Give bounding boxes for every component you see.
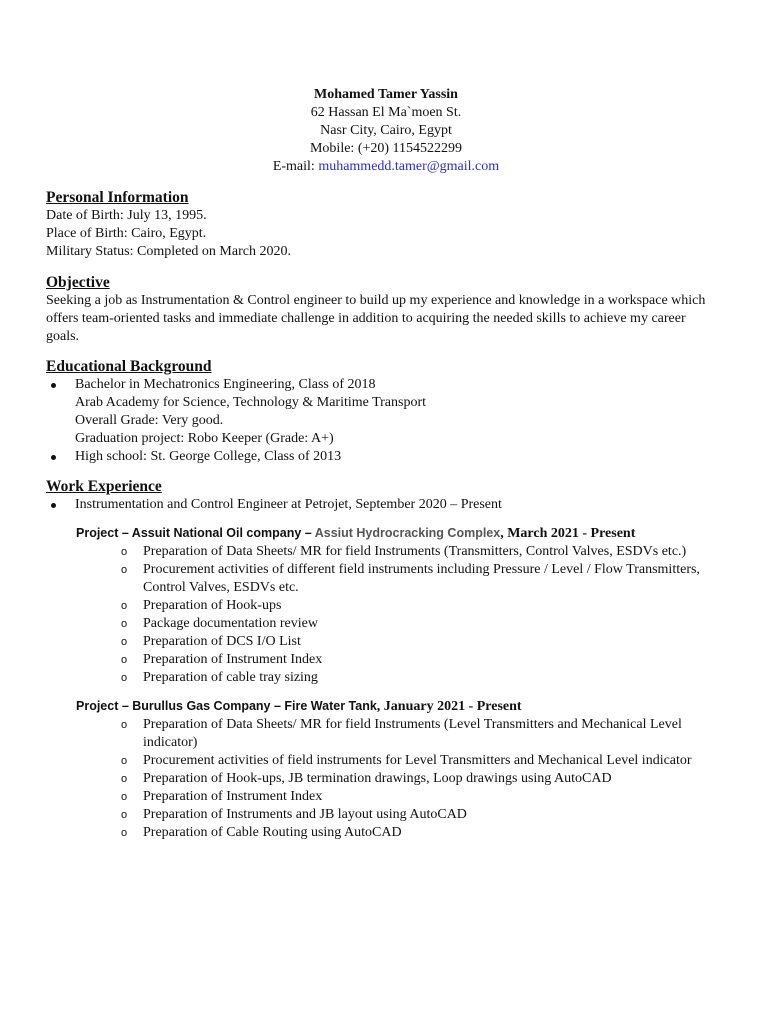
task-item	[46, 824, 726, 842]
university-line: Arab Academy for Science, Technology & Maritime Transport	[75, 395, 427, 410]
circle-bullet-icon: o	[121, 827, 128, 839]
bullet-icon	[51, 455, 56, 460]
project-1-suffix: , March 2021 - Present	[500, 526, 636, 541]
circle-bullet-icon: o	[121, 773, 128, 785]
project-1-heading	[76, 524, 726, 543]
graduation-project-line: Graduation project: Robo Keeper (Grade: A+)	[75, 431, 334, 446]
circle-bullet-icon: o	[121, 600, 128, 612]
task-text: Procurement activities of field instruments for Level Transmitters and Mechanical Level indicator	[143, 753, 692, 768]
task-text: Preparation of Data Sheets/ MR for field Instruments (Level Transmitters and Mechanical Level indicator)	[143, 717, 682, 750]
address-line-2: Nasr City, Cairo, Egypt	[320, 123, 452, 138]
task-text: Preparation of Cable Routing using AutoCAD	[143, 825, 402, 840]
address-line-1: 62 Hassan El Ma`moen St.	[310, 105, 462, 120]
circle-bullet-icon: o	[121, 654, 128, 666]
circle-bullet-icon: o	[121, 618, 128, 630]
email-line	[46, 158, 726, 176]
task-text: Preparation of Instruments and JB layout using AutoCAD	[143, 807, 467, 822]
task-text: Preparation of DCS I/O List	[143, 634, 301, 649]
task-text: Preparation of cable tray sizing	[143, 670, 318, 685]
bullet-icon	[51, 503, 56, 508]
contact-header	[46, 86, 726, 176]
task-item	[46, 669, 726, 687]
task-text: Preparation of Hook-ups	[143, 598, 282, 613]
military-status: Military Status: Completed on March 2020.	[46, 244, 291, 259]
task-item	[46, 543, 726, 561]
task-item	[46, 651, 726, 669]
project-1-prefix: Project – Assuit National Oil company –	[76, 526, 315, 540]
project-1-highlight: Assiut Hydrocracking Complex	[314, 526, 501, 540]
birth-place: Place of Birth: Cairo, Egypt.	[46, 226, 207, 241]
task-text: Procurement activities of different field instruments including Pressure / Level / Flow Transmitters, Control Valves, ESDVs etc.	[143, 562, 700, 595]
circle-bullet-icon: o	[121, 809, 128, 821]
mobile-line: Mobile: (+20) 1154522299	[309, 141, 463, 156]
bullet-icon	[51, 383, 56, 388]
education-list	[46, 376, 726, 466]
circle-bullet-icon: o	[121, 719, 128, 731]
task-item	[46, 597, 726, 615]
task-item	[46, 561, 726, 597]
objective-heading: Objective	[46, 274, 110, 291]
email-label: E-mail:	[272, 159, 319, 174]
task-item	[46, 716, 726, 752]
circle-bullet-icon: o	[121, 672, 128, 684]
work-item	[46, 496, 726, 514]
task-item	[46, 806, 726, 824]
personal-info-heading: Personal Information	[46, 189, 189, 206]
task-item	[46, 770, 726, 788]
project-2-tasks	[46, 716, 726, 842]
education-item-bachelor	[46, 376, 726, 448]
project-2-prefix: Project – Burullus Gas Company – Fire Water Tank	[76, 699, 377, 713]
task-text: Preparation of Instrument Index	[143, 652, 323, 667]
circle-bullet-icon: o	[121, 636, 128, 648]
birth-date: Date of Birth: July 13, 1995.	[46, 208, 207, 223]
task-text: Preparation of Instrument Index	[143, 789, 323, 804]
work-list	[46, 496, 726, 514]
project-2-suffix: , January 2021 - Present	[376, 699, 522, 714]
task-item	[46, 752, 726, 770]
email-link[interactable]: muhammedd.tamer@gmail.com	[318, 159, 500, 174]
circle-bullet-icon: o	[121, 791, 128, 803]
person-name: Mohamed Tamer Yassin	[314, 87, 458, 102]
circle-bullet-icon: o	[121, 755, 128, 767]
task-text: Package documentation review	[143, 616, 318, 631]
objective-text: Seeking a job as Instrumentation & Control engineer to build up my experience and knowledge in a workspace which offers team-oriented tasks and immediate challenge in addition to acquiring the needed skills to achieve my career goals.	[46, 293, 706, 344]
task-item	[46, 788, 726, 806]
project-2-heading	[76, 697, 726, 716]
task-text: Preparation of Hook-ups, JB termination drawings, Loop drawings using AutoCAD	[143, 771, 612, 786]
task-item	[46, 633, 726, 651]
circle-bullet-icon: o	[121, 546, 128, 558]
highschool-line: High school: St. George College, Class of 2013	[75, 449, 342, 464]
education-heading: Educational Background	[46, 358, 212, 375]
work-experience-heading: Work Experience	[46, 478, 162, 495]
degree-line: Bachelor in Mechatronics Engineering, Class of 2018	[75, 377, 376, 392]
education-item-highschool	[46, 448, 726, 466]
job-title-line: Instrumentation and Control Engineer at Petrojet, September 2020 – Present	[75, 497, 502, 512]
grade-line: Overall Grade: Very good.	[75, 413, 224, 428]
resume-page	[46, 86, 726, 842]
circle-bullet-icon: o	[121, 564, 128, 576]
task-item	[46, 615, 726, 633]
project-1-tasks	[46, 543, 726, 687]
task-text: Preparation of Data Sheets/ MR for field Instruments (Transmitters, Control Valves, ESDVs etc.)	[143, 544, 687, 559]
